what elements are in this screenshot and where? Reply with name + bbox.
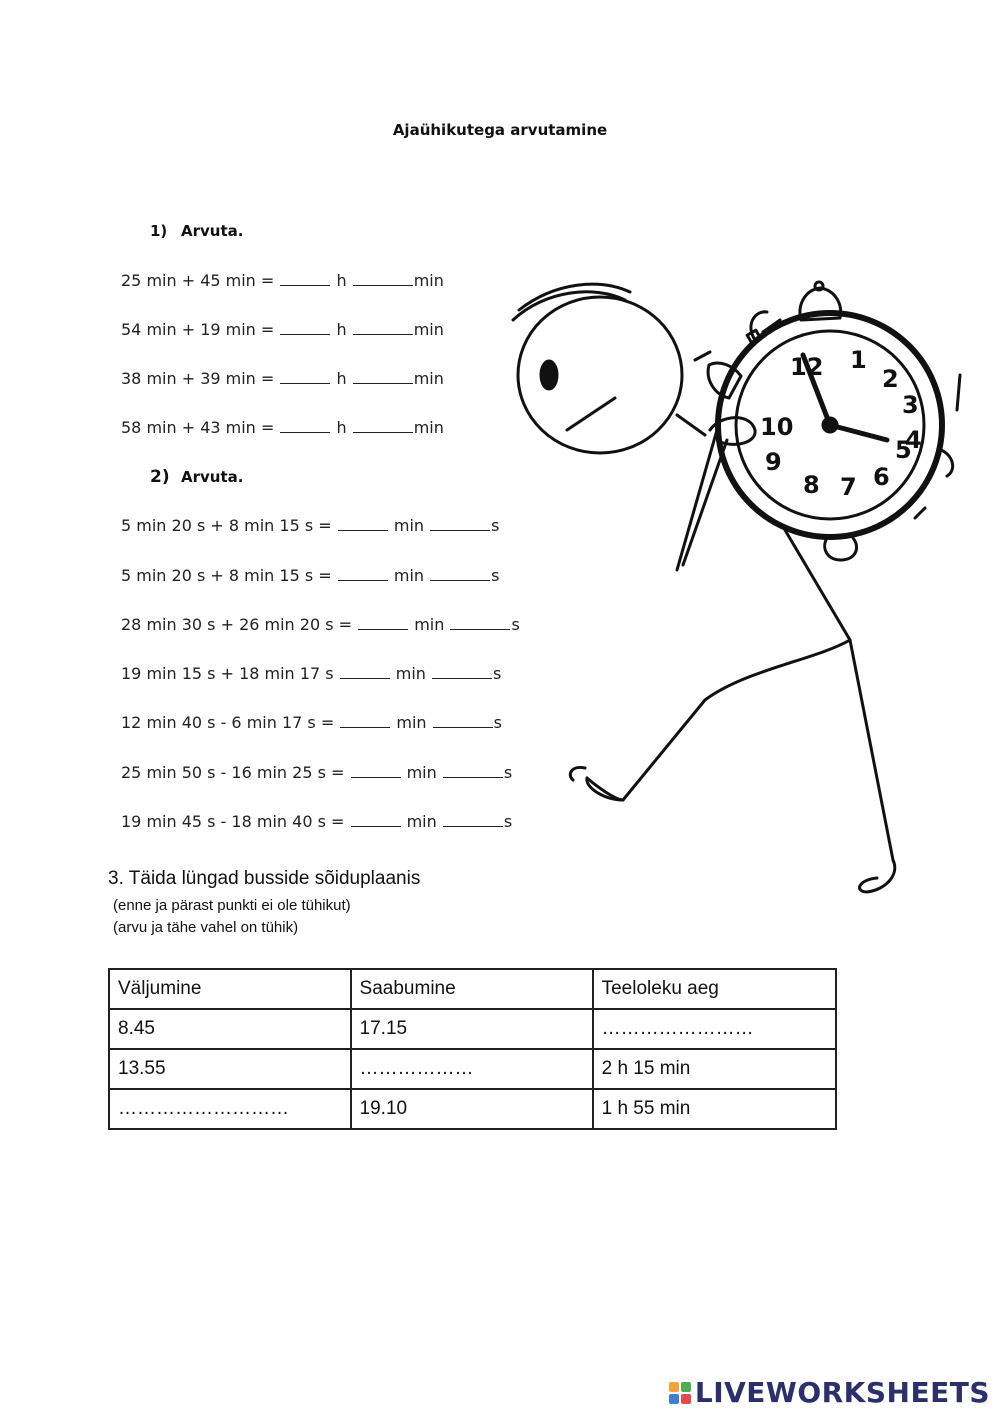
answer-blank[interactable] [353,369,413,384]
section2-heading [150,467,243,487]
exercise-line [121,516,499,535]
unit-label: min [388,566,430,585]
answer-blank[interactable] [340,713,390,728]
unit-label: min [390,664,431,683]
answer-blank[interactable] [430,566,490,581]
unit-label: min [409,615,450,634]
svg-text:4: 4 [905,426,922,454]
answer-blank[interactable] [450,615,510,630]
unit-label: s [503,763,513,782]
bus-schedule-table [108,968,837,1130]
logo-square [669,1394,679,1404]
answer-blank[interactable] [340,664,390,679]
table-cell: 19.10 [351,1089,593,1129]
table-row [109,1049,836,1089]
logo-square [669,1382,679,1392]
answer-blank[interactable] [358,615,408,630]
exercise-line [121,713,502,732]
exercise-expression: 19 min 15 s + 18 min 17 s [121,664,339,683]
svg-text:10: 10 [760,413,794,441]
exercise-line [121,763,512,782]
section1-number: 1) [150,222,168,240]
svg-text:7: 7 [840,473,857,501]
unit-label: s [493,713,502,732]
table-cell: 1 h 55 min [593,1089,836,1129]
logo-mark-icon [669,1382,691,1404]
svg-text:3: 3 [902,391,919,419]
exercise-expression: 28 min 30 s + 26 min 20 s = [121,615,358,634]
unit-label: min [388,516,430,535]
unit-label: s [511,615,520,634]
table-cell: 8.45 [109,1009,351,1049]
answer-blank[interactable] [338,516,388,531]
liveworksheets-logo [669,1376,990,1409]
answer-cell[interactable]: ……………… [351,1049,593,1089]
answer-blank[interactable] [353,320,413,335]
unit-label: min [401,812,442,831]
svg-text:6: 6 [873,463,890,491]
unit-label: h [331,369,352,388]
exercise-expression: 54 min + 19 min = [121,320,280,339]
table-cell: 2 h 15 min [593,1049,836,1089]
column-header: Saabumine [351,969,593,1009]
exercise-line [121,320,444,339]
exercise-expression: 25 min 50 s - 16 min 25 s = [121,763,350,782]
answer-blank[interactable] [351,812,401,827]
answer-cell[interactable]: ……………………… [109,1089,351,1129]
table-row [109,1009,836,1049]
exercise-line [121,271,444,290]
answer-blank[interactable] [280,418,330,433]
exercise-line [121,369,444,388]
answer-blank[interactable] [443,812,503,827]
exercise-line [121,812,512,831]
svg-text:12: 12 [790,353,824,381]
table-header-row [109,969,836,1009]
section3-title: 3. Täida lüngad busside sõiduplaanis [108,868,421,889]
answer-blank[interactable] [443,763,503,778]
unit-label: h [331,418,352,437]
exercise-expression: 5 min 20 s + 8 min 15 s = [121,566,337,585]
answer-blank[interactable] [280,369,330,384]
table-cell: 13.55 [109,1049,351,1089]
unit-label: min [413,271,444,290]
svg-text:2: 2 [882,365,899,393]
exercise-line [121,664,501,683]
answer-blank[interactable] [280,271,330,286]
column-header: Väljumine [109,969,351,1009]
stick-figure-clock-illustration [505,280,970,920]
answer-blank[interactable] [338,566,388,581]
instruction-note: (enne ja pärast punkti ei ole tühikut) [113,897,351,914]
answer-cell[interactable]: …………………… [593,1009,836,1049]
unit-label: s [491,566,500,585]
section2-number: 2) [150,467,170,487]
section1-label: Arvuta. [181,222,244,240]
svg-text:1: 1 [850,346,867,374]
unit-label: min [413,418,444,437]
svg-text:5: 5 [895,436,912,464]
exercise-expression: 19 min 45 s - 18 min 40 s = [121,812,350,831]
answer-blank[interactable] [280,320,330,335]
unit-label: s [491,516,500,535]
exercise-expression: 58 min + 43 min = [121,418,280,437]
logo-square [681,1382,691,1392]
logo-square [681,1394,691,1404]
answer-blank[interactable] [353,271,413,286]
exercise-expression: 38 min + 39 min = [121,369,280,388]
logo-text: LIVEWORKSHEETS [694,1376,990,1409]
answer-blank[interactable] [433,713,493,728]
exercise-expression: 5 min 20 s + 8 min 15 s = [121,516,337,535]
svg-text:8: 8 [803,471,820,499]
table-cell: 17.15 [351,1009,593,1049]
column-header: Teeloleku aeg [593,969,836,1009]
unit-label: min [391,713,432,732]
section2-label: Arvuta. [181,468,244,486]
answer-blank[interactable] [430,516,490,531]
table-row [109,1089,836,1129]
unit-label: min [401,763,442,782]
exercise-line [121,615,520,634]
instruction-note: (arvu ja tähe vahel on tühik) [113,919,299,936]
exercise-line [121,418,444,437]
exercise-expression: 12 min 40 s - 6 min 17 s = [121,713,340,732]
answer-blank[interactable] [351,763,401,778]
page-title: Ajaühikutega arvutamine [392,121,608,139]
unit-label: s [492,664,502,683]
exercise-expression: 25 min + 45 min = [121,271,280,290]
answer-blank[interactable] [353,418,413,433]
unit-label: h [331,320,352,339]
unit-label: s [503,812,513,831]
exercise-line [121,566,499,585]
unit-label: min [413,320,444,339]
answer-blank[interactable] [432,664,492,679]
unit-label: min [413,369,444,388]
svg-text:9: 9 [765,448,782,476]
unit-label: h [331,271,352,290]
section1-heading [150,222,243,240]
